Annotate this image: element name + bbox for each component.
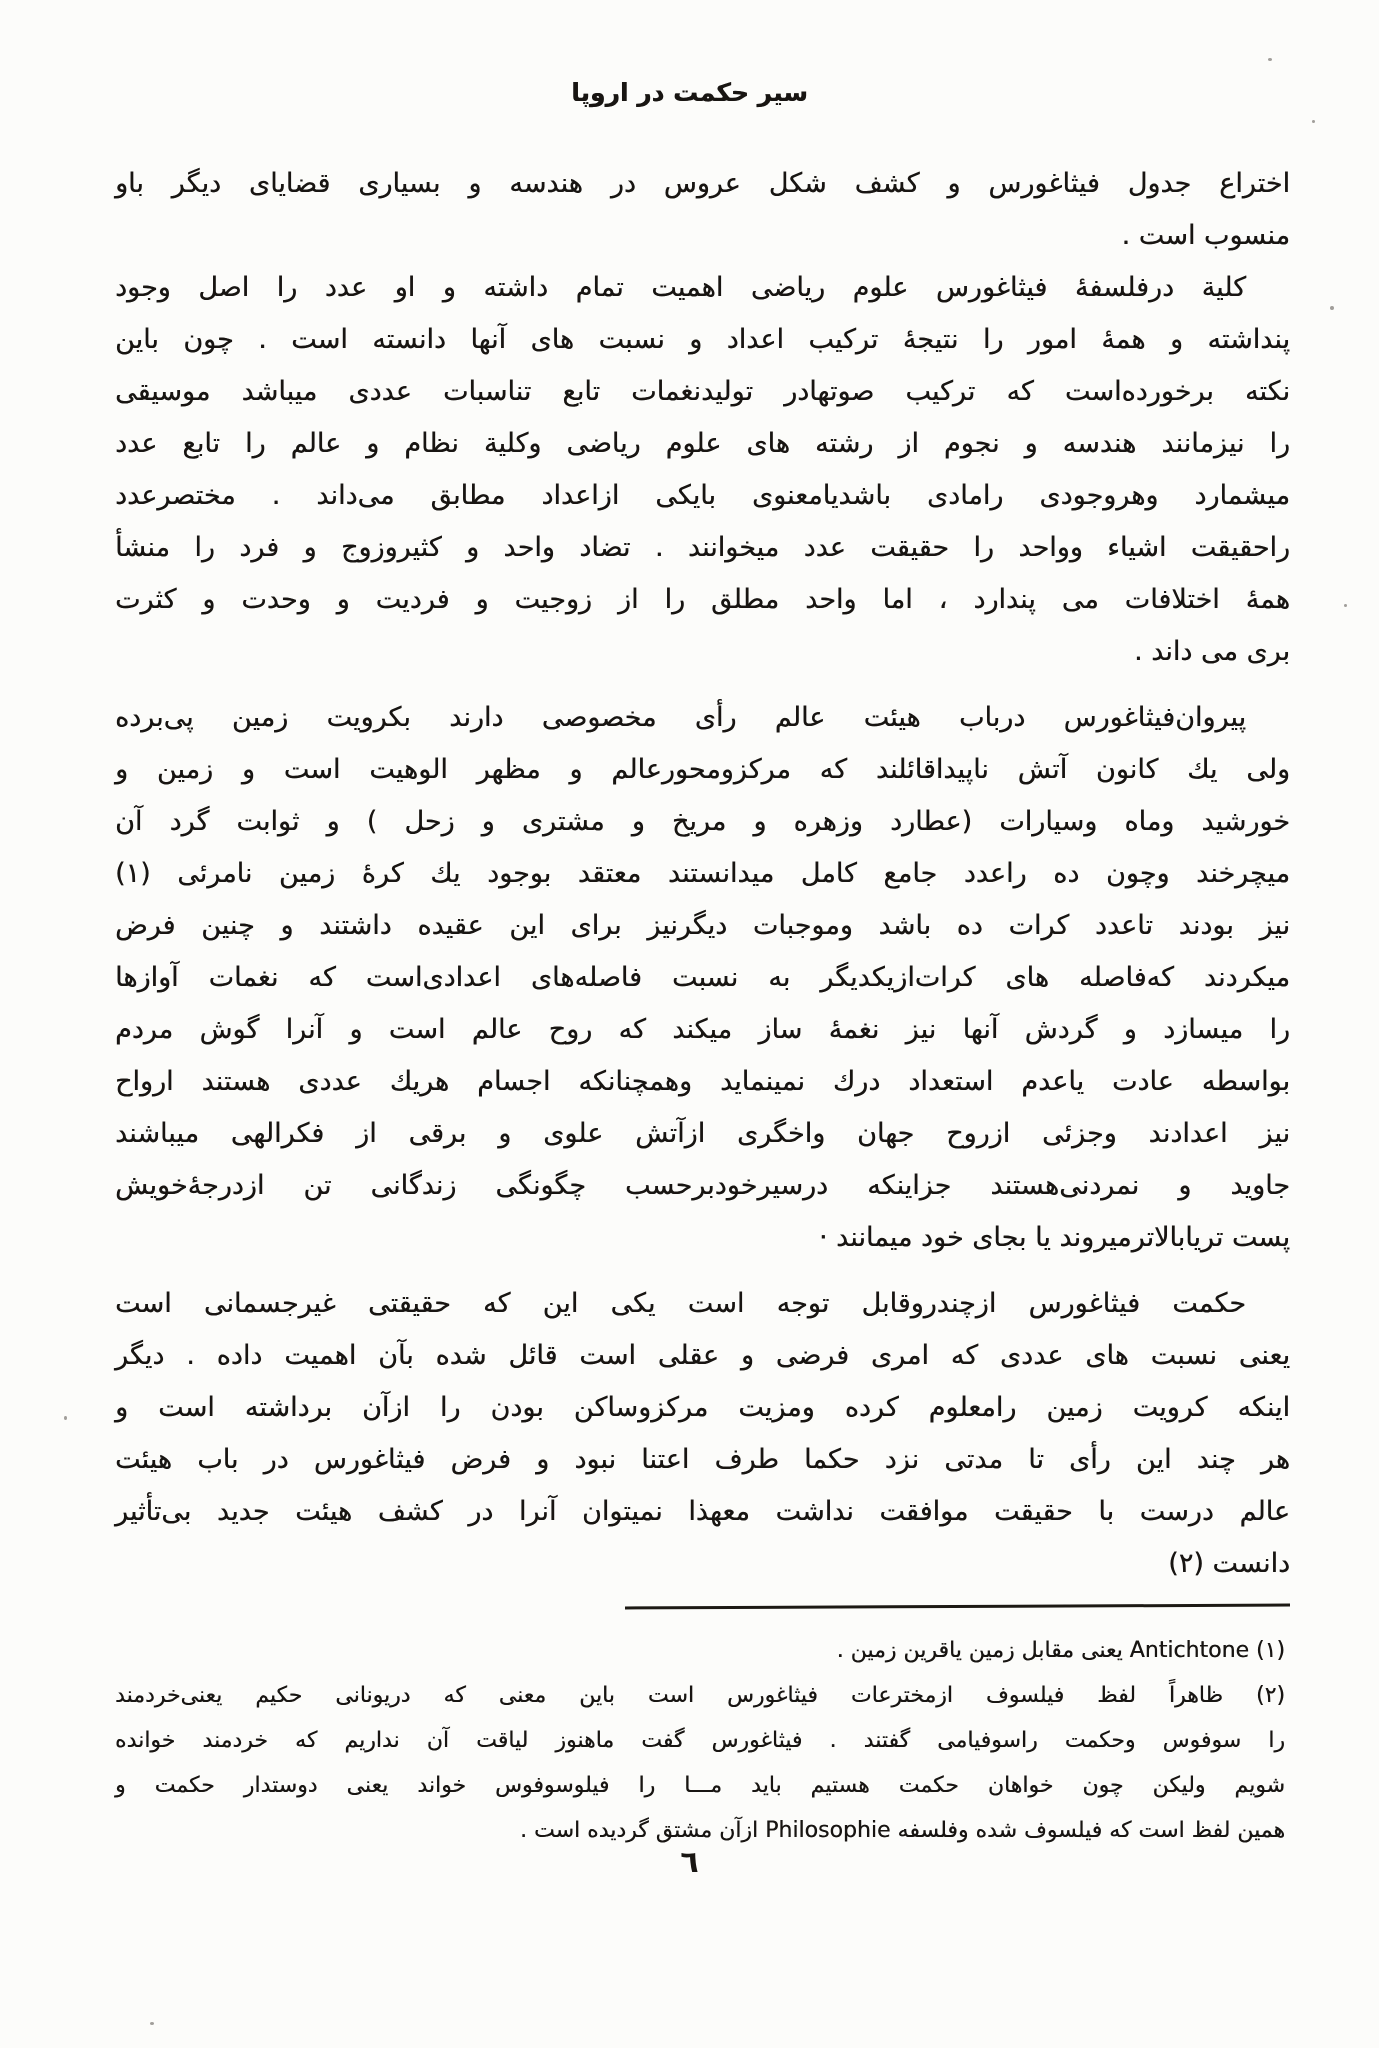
text-line: عالم درست با حقیقت موافقت نداشت معهذا نمیتوان آنرا در کشف هیئت جدید بی‌تأثیر — [115, 1496, 1290, 1527]
text-line: اینکه کرویت زمین رامعلوم کرده ومزیت مرکزوساکن بودن را ازآن برداشته است و — [115, 1392, 1290, 1423]
scan-speck — [1268, 58, 1272, 61]
scan-speck — [64, 1416, 67, 1420]
scan-speck — [150, 2022, 154, 2025]
text-line: را نیزمانند هندسه و نجوم از رشته های علوم ریاضی وکلیة نظام و عالم را تابع عدد — [115, 428, 1290, 459]
running-title: سیر حکمت در اروپا — [571, 78, 808, 107]
text-line: دانست (۲) — [1168, 1548, 1290, 1579]
text-line: (۲) ظاهراً لفظ فیلسوف ازمخترعات فیثاغورس است باین معنی که دریونانی حکیم یعنی‌خردمند — [115, 1683, 1285, 1708]
text-line: نیز اعدادند وجزئی ازروح جهان واخگری ازآتش علوی و برقی از فکرالهی میباشند — [115, 1118, 1290, 1149]
text-line: را سوفوس وحکمت راسوفیامی گفتند . فیثاغورس گفت ماهنوز لیاقت آن نداریم که خردمند خوانده — [115, 1728, 1285, 1753]
footnotes — [115, 1628, 1285, 1853]
text-line: همهٔ اختلافات می پندارد ، اما واحد مطلق را از زوجیت و فردیت و وحدت و کثرت — [115, 584, 1290, 615]
text-line: نکته برخورده‌است که ترکیب صوتهادر تولیدنغمات تابع تناسبات عددی میباشد موسیقی — [115, 376, 1290, 407]
text-line: همین لفظ است که فیلسوف شده وفلسفه Philosophie ازآن مشتق گردیده است . — [519, 1818, 1285, 1843]
text-line: میکردند که‌فاصله های کرات‌ازیکدیگر به نسبت فاصله‌های اعدادی‌است که نغمات آوازها — [115, 962, 1290, 993]
text-line: نیز بودند تاعدد کرات ده باشد وموجبات دیگرنیز برای این عقیده داشتند و چنین فرض — [115, 910, 1290, 941]
text-line: جاوید و نمردنی‌هستند جزاینکه درسیرخودبرحسب چگونگی زندگانی تن ازدرجهٔ‌خویش — [115, 1170, 1290, 1201]
text-line: کلیة درفلسفهٔ فیثاغورس علوم ریاضی اهمیت تمام داشته و او عدد را اصل وجود — [115, 272, 1246, 303]
text-line: شویم ولیکن چون خواهان حکمت هستیم باید مـــا را فیلوسوفوس خواند یعنی دوستدار حکمت و — [115, 1773, 1285, 1798]
text-line: میچرخند وچون ده راعدد جامع کامل میدانستند معتقد بوجود یك کرهٔ زمین نامرئی (۱) — [115, 858, 1290, 889]
text-line: پیروان‌فیثاغورس درباب هیئت عالم رأی مخصوصی دارند بکرویت زمین پی‌برده — [115, 702, 1246, 733]
text-line: پست تریابالاترمیروند یا بجای خود میمانند · — [818, 1222, 1290, 1253]
text-line: ولی یك کانون آتش ناپیداقائلند که مرکزومحورعالم و مظهر الوهیت است و زمین و — [115, 754, 1290, 785]
text-line: حکمت فیثاغورس ازچندروقابل توجه است یکی این که حقیقتی غیرجسمانی است — [115, 1288, 1246, 1319]
text-line: را میسازد و گردش آنها نیز نغمهٔ ساز میکند که روح عالم است و آنرا گوش مردم — [115, 1014, 1290, 1045]
text-line: پنداشته و همهٔ امور را نتیجهٔ ترکیب اعداد و نسبت های آنها دانسته است . چون باین — [115, 324, 1290, 355]
text-line: یعنی نسبت های عددی که امری فرضی و عقلی است قائل شده بآن اهمیت داده . دیگر — [115, 1340, 1290, 1371]
scan-speck — [1312, 120, 1315, 123]
page-number: ٦ — [680, 1845, 699, 1880]
scan-speck — [1330, 306, 1334, 310]
scan-speck — [1344, 604, 1347, 607]
text-line: منسوب است . — [1121, 220, 1290, 251]
text-line: (۱) Antichtone یعنی مقابل زمین یاقرین زمین . — [836, 1638, 1285, 1663]
footnote-separator — [625, 1604, 1290, 1610]
text-line: بواسطه عادت یاعدم استعداد درك نمینماید وهمچنانکه اجسام هریك عددی هستند ارواح — [115, 1066, 1290, 1097]
text-line: هر چند این رأی تا مدتی نزد حکما طرف اعتنا نبود و فرض فیثاغورس در باب هیئت — [115, 1444, 1290, 1475]
body-text — [115, 158, 1290, 1590]
text-line: میشمارد وهروجودی رامادی باشدیامعنوی بایکی ازاعداد مطابق می‌داند . مختصرعدد — [115, 480, 1290, 511]
text-line: اختراع جدول فیثاغورس و کشف شکل عروس در هندسه و بسیاری قضایای دیگر باو — [115, 168, 1290, 199]
text-line: راحقیقت اشیاء وواحد را حقیقت عدد میخوانند . تضاد واحد و کثیروزوج و فرد را منشأ — [115, 532, 1290, 563]
text-line: خورشید وماه وسیارات (عطارد وزهره و مریخ و مشتری و زحل ) و ثوابت گرد آن — [115, 806, 1290, 837]
text-line: بری می داند . — [1133, 636, 1290, 667]
